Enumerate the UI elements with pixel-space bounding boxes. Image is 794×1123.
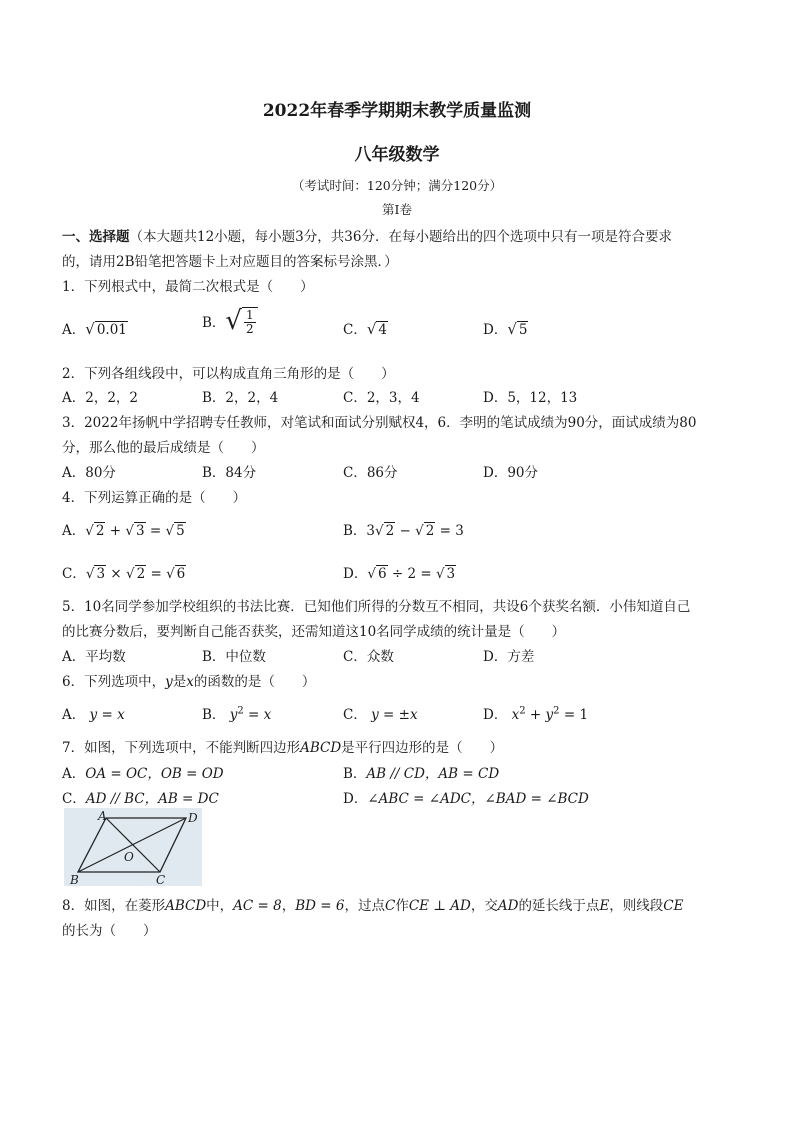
q3-option-b: B．84分	[202, 465, 257, 481]
option-label: D．	[343, 566, 368, 582]
quadrilateral-name: ABCD	[165, 898, 207, 914]
option-label: B．	[343, 766, 367, 782]
stem-text: 7．如图，下列选项中，不能判断四边形	[62, 740, 301, 756]
q1-option-a: A．√ 0.01	[62, 320, 127, 338]
operator: +	[109, 523, 122, 539]
stem-text: ，交	[470, 898, 498, 914]
radicand: 2	[385, 523, 395, 539]
q3-option-d: D．90分	[483, 465, 539, 481]
q2-option-b: B．2，2，4	[202, 390, 279, 406]
option-label: A．	[62, 322, 86, 338]
radicand: 2	[425, 523, 435, 539]
stem-text: 是平行四边形的是（ ）	[341, 740, 504, 756]
stem-text: 作	[395, 898, 409, 914]
q5-stem-line2: 的比赛分数后，要判断自己能否获奖，还需知道这10名同学成绩的统计量是（ ）	[62, 624, 566, 640]
option-label: A．	[62, 766, 86, 782]
fraction-numerator: 1	[246, 307, 254, 322]
point-name: E	[599, 898, 610, 914]
q2-option-a: A．2，2，2	[62, 390, 139, 406]
coefficient: 3	[366, 523, 376, 539]
q4-stem: 4．下列运算正确的是（ ）	[62, 490, 247, 506]
stem-text: ，则线段	[609, 898, 664, 914]
radicand: 6	[176, 566, 186, 582]
volume-label: 第Ⅰ卷	[382, 202, 412, 217]
option-label: D．	[483, 707, 508, 723]
point-name: C	[384, 898, 396, 914]
q1-option-d: D．√ 5	[483, 320, 528, 338]
radicand: 2	[95, 523, 105, 539]
q8-stem-line1	[62, 894, 683, 914]
q6-option-d	[483, 703, 588, 723]
expression: = x	[243, 707, 272, 723]
radicand: 2	[136, 566, 146, 582]
q5-option-b: B．中位数	[202, 649, 266, 665]
q5-option-a: A．平均数	[62, 649, 126, 665]
radicand: 3	[446, 566, 456, 582]
radicand: 5	[176, 523, 185, 539]
vertex-label-b: B	[70, 873, 79, 886]
q7-option-b	[343, 762, 499, 782]
variable-y: y	[165, 674, 173, 690]
exam-info: （考试时间：120分钟；满分120分）	[291, 178, 503, 193]
section-heading: 一、选择题	[62, 229, 130, 245]
q3-stem-line2: 分，那么他的最后成绩是（ ）	[62, 440, 265, 456]
stem-text: ，过点	[344, 898, 385, 914]
segment-name: AD	[497, 898, 519, 914]
q4-option-d: D．√ 6 ÷ 2 = √ 3	[343, 566, 456, 582]
page-subtitle: 八年级数学	[354, 145, 440, 165]
vertex-label-c: C	[156, 873, 166, 886]
q3-stem-line1: 3．2022年扬帆中学招聘专任教师，对笔试和面试分别赋权4，6．李明的笔试成绩为90分，面试成绩为80	[62, 415, 697, 431]
radicand: 5	[518, 322, 528, 338]
fraction-denominator: 2	[246, 321, 254, 336]
segment-name: CE	[663, 898, 684, 914]
stem-text: 的函数的是（ ）	[193, 674, 316, 690]
option-label: C．	[343, 707, 367, 723]
q4-option-c: C．√ 3 × √ 2 = √ 6	[62, 566, 186, 582]
instructions-line1: （本大题共12小题，每小题3分，共36分．在每小题给出的四个选项中只有一项是符合要求	[129, 229, 672, 245]
q3-option-a: A．80分	[62, 465, 116, 481]
option-label: C．	[62, 566, 86, 582]
operator: =	[420, 566, 432, 582]
radicand: 6	[377, 566, 387, 582]
stem-text: ，	[281, 898, 296, 914]
option-label: B．	[343, 523, 367, 539]
q4-option-b: B．3√ 2 − √ 2 = 3	[343, 523, 464, 539]
quadrilateral-name: ABCD	[300, 740, 342, 756]
center-label-o: O	[124, 850, 134, 864]
operator: +	[525, 707, 546, 723]
expression: y = ±x	[371, 707, 418, 723]
divisor: 2	[407, 566, 417, 582]
operator: =	[149, 523, 162, 539]
q7-option-d	[343, 787, 589, 807]
q6-option-b	[202, 703, 271, 723]
page-title: 2022年春季学期期末教学质量监测	[262, 101, 532, 121]
stem-text: 6．下列选项中，	[62, 674, 166, 690]
option-label: C．	[343, 322, 367, 338]
operator: −	[399, 523, 411, 539]
instructions-line2: 的，请用2B铅笔把答题卡上对应题目的答案标号涂黑．）	[62, 254, 398, 270]
variable-y: y	[229, 707, 238, 723]
option-label: B．	[202, 707, 226, 723]
operator: ×	[110, 566, 122, 582]
q2-stem: 2．下列各组线段中，可以构成直角三角形的是（ ）	[62, 366, 395, 382]
q6-option-c	[343, 703, 418, 723]
radicand: 3	[135, 523, 145, 539]
result: = 3	[439, 523, 464, 539]
variable-y: y	[545, 707, 554, 723]
expression: ∠ABC = ∠ADC，∠BAD = ∠BCD	[367, 791, 589, 807]
parallelogram-figure	[64, 808, 202, 886]
option-label: D．	[483, 322, 508, 338]
expression: OA = OC，OB = OD	[85, 766, 224, 782]
q8-stem-line2: 的长为（ ）	[62, 923, 157, 939]
q2-option-d: D．5，12，13	[483, 390, 578, 406]
exponent: 2	[553, 705, 560, 717]
stem-text: 的延长线于点	[518, 898, 600, 914]
exponent: 2	[237, 705, 244, 717]
q6-option-a	[62, 703, 125, 723]
operator: ÷	[391, 566, 404, 582]
q3-option-c: C．86分	[343, 465, 398, 481]
section-instructions	[62, 225, 672, 245]
expression: AD // BC，AB = DC	[85, 791, 219, 807]
q2-option-c: C．2，3，4	[343, 390, 420, 406]
q1-option-c: C．√ 4	[343, 320, 387, 338]
option-label: A．	[62, 707, 86, 723]
q1-stem: 1．下列根式中，最简二次根式是（ ）	[62, 279, 314, 295]
option-label: B．	[202, 315, 226, 331]
radicand: 0.01	[96, 322, 127, 338]
option-label: D．	[343, 791, 368, 807]
expression: CE ⊥ AD	[408, 898, 471, 914]
q7-option-c	[62, 787, 219, 807]
q5-stem-line1: 5．10名同学参加学校组织的书法比赛．已知他们所得的分数互不相同，共设6个获奖名额．小伟知道自己	[62, 599, 691, 615]
expression: AC = 8	[233, 898, 282, 914]
q6-stem	[62, 670, 315, 690]
q7-stem	[62, 736, 503, 756]
q5-option-c: C．众数	[343, 649, 394, 665]
variable-x: x	[511, 707, 520, 723]
stem-text: 8．如图，在菱形	[62, 898, 166, 914]
vertex-label-a: A	[98, 809, 107, 823]
q5-option-d: D．方差	[483, 649, 535, 665]
q1-option-b: B．√ $\frac{1}{2}$	[202, 306, 258, 336]
expression: y = x	[89, 707, 125, 723]
variable-x: x	[186, 674, 194, 690]
parallelogram-diagram	[64, 808, 202, 886]
option-label: C．	[62, 791, 86, 807]
option-label: A．	[62, 523, 86, 539]
operator: =	[150, 566, 162, 582]
q4-option-a: A．√ 2 + √ 3 = √ 5	[62, 523, 185, 539]
radicand: 4	[378, 322, 387, 338]
q7-option-a	[62, 762, 224, 782]
exponent: 2	[519, 705, 526, 717]
expression: AB // CD，AB = CD	[366, 766, 500, 782]
vertex-label-d: D	[188, 811, 198, 825]
expression: = 1	[559, 707, 589, 723]
radicand: 3	[96, 566, 106, 582]
expression: BD = 6	[295, 898, 345, 914]
stem-text: 中，	[206, 898, 234, 914]
stem-text: 是	[172, 674, 187, 690]
